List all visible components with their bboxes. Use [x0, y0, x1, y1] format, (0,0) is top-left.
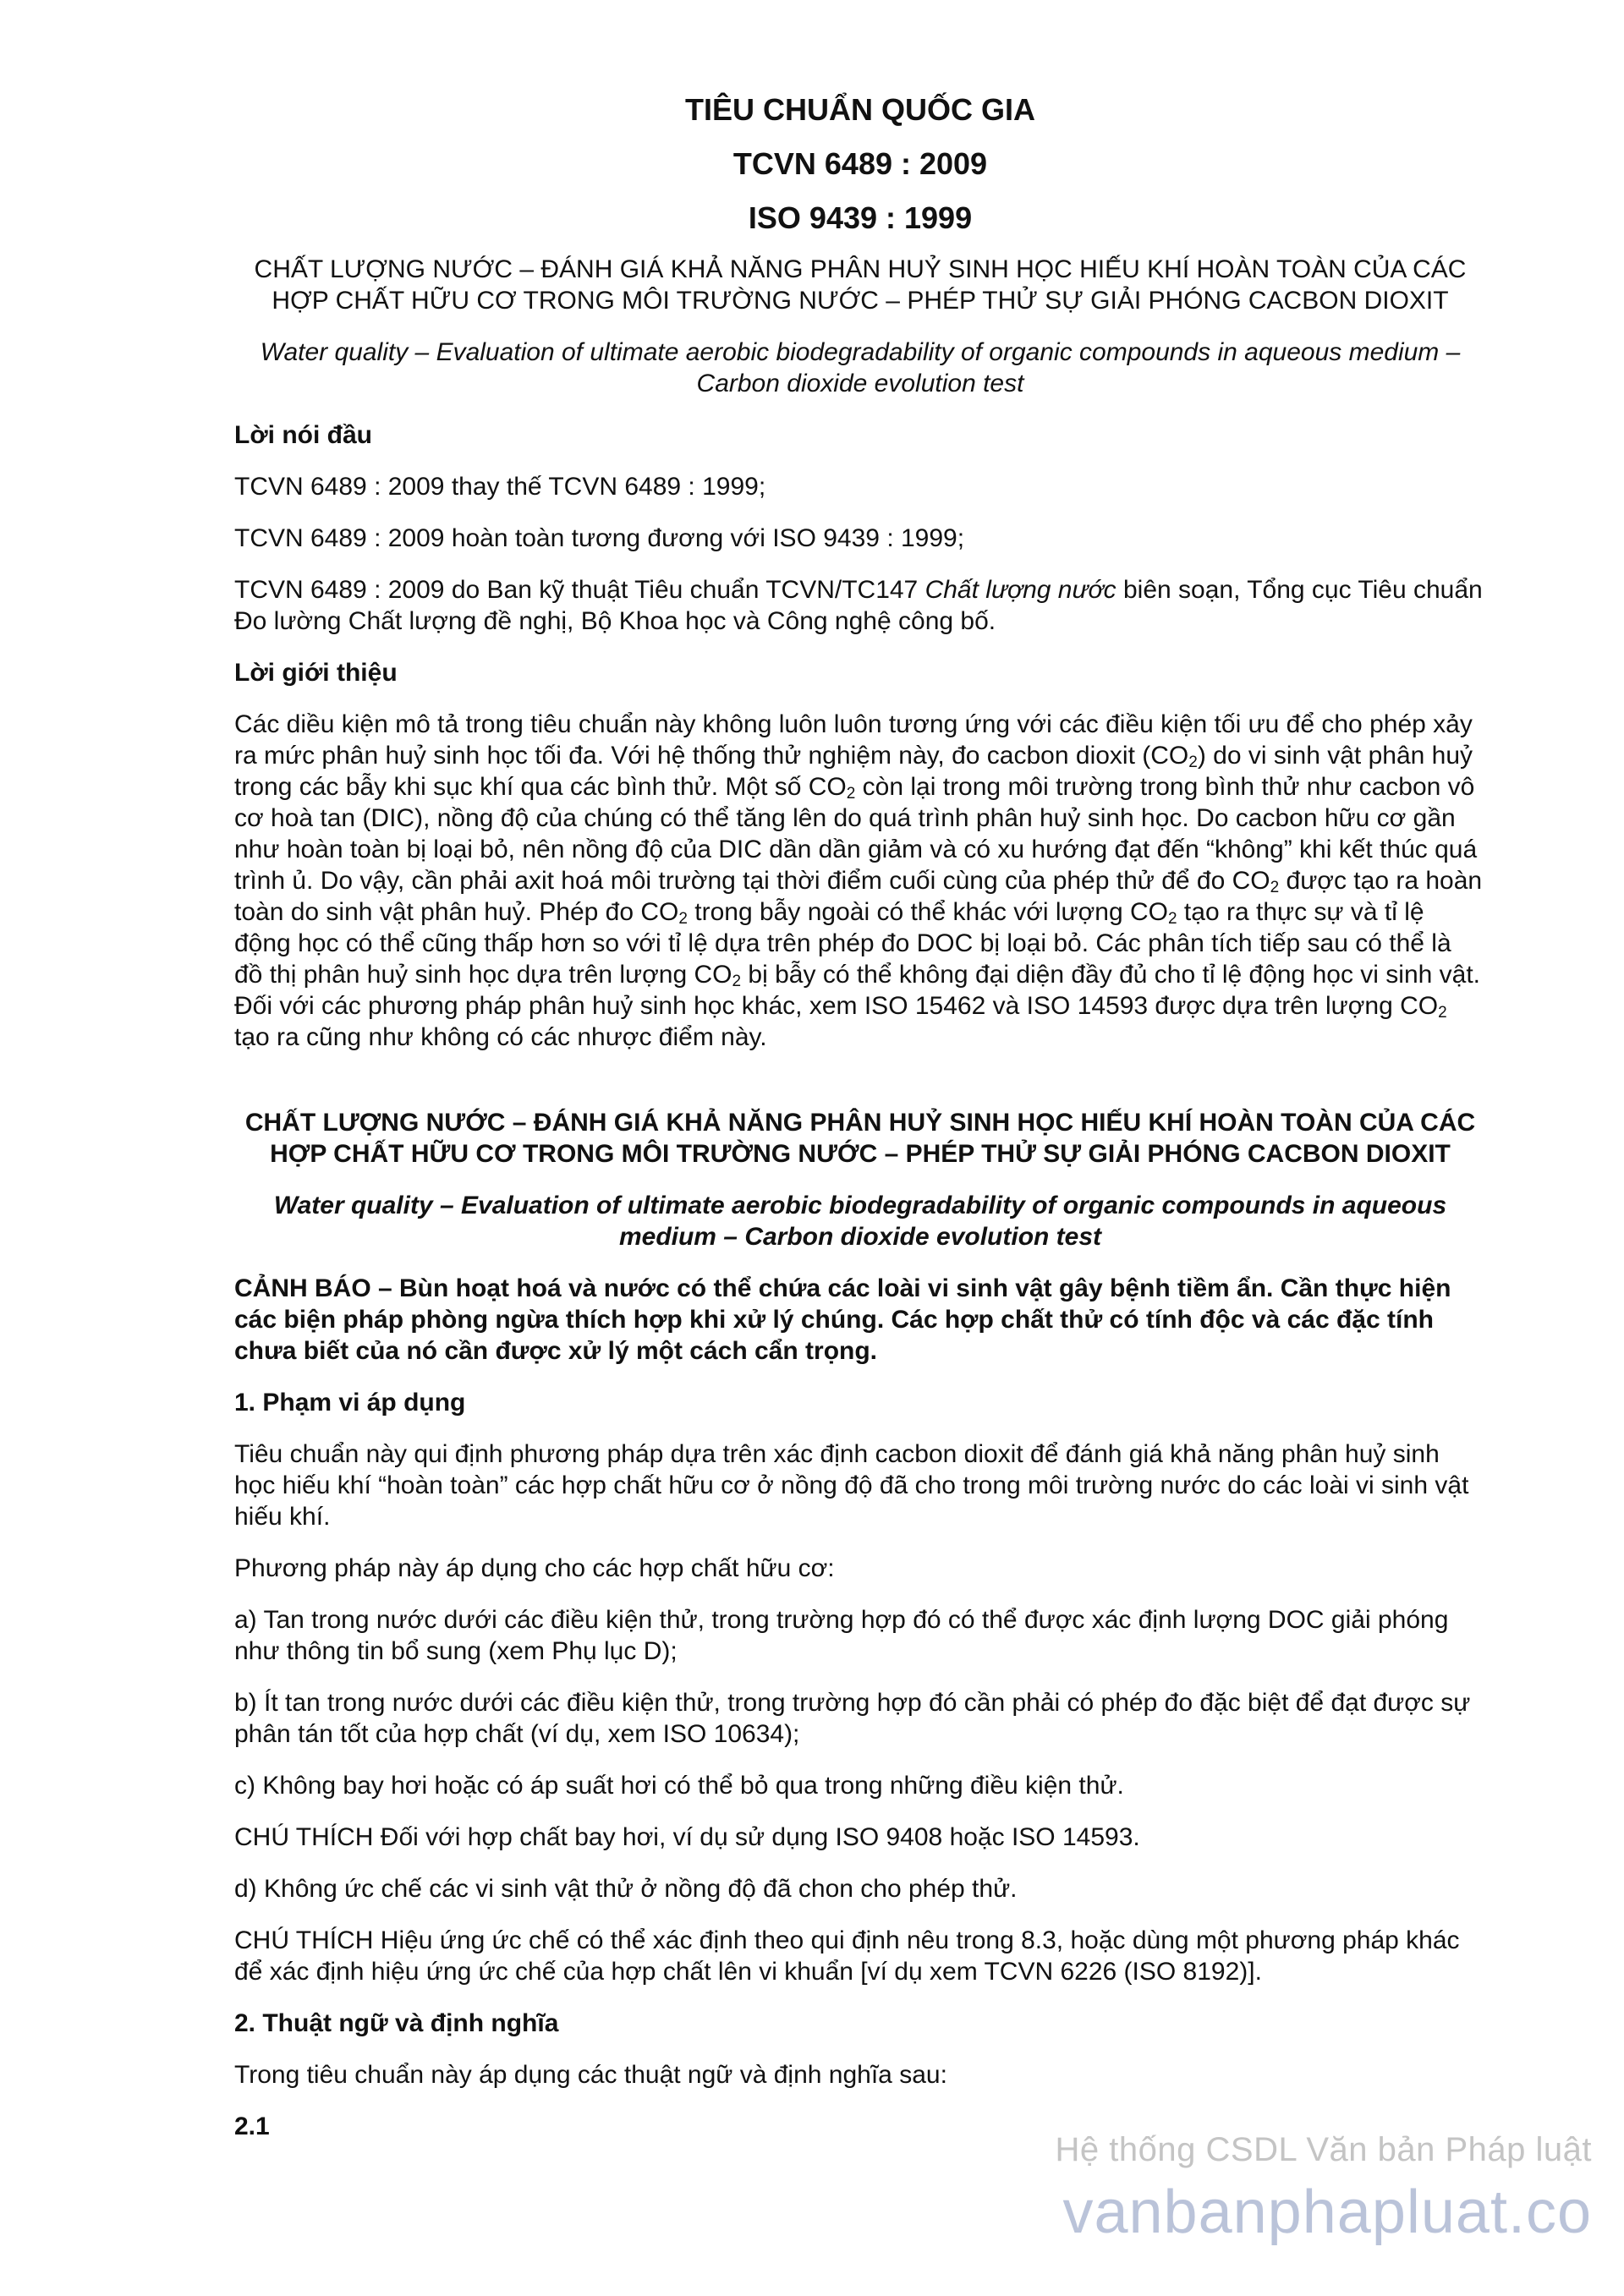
intro-paragraph: [234, 709, 1486, 1053]
main-title-vietnamese: CHẤT LƯỢNG NƯỚC – ĐÁNH GIÁ KHẢ NĂNG PHÂN HUỶ SINH HỌC HIẾU KHÍ HOÀN TOÀN CỦA CÁC HỢP CHẤT HỮU CƠ TRONG MÔI TRƯỜNG NƯỚC – PHÉP THỬ SỰ GIẢI PHÓNG CACBON DIOXIT: [244, 1109, 1476, 1168]
foreword-p2: TCVN 6489 : 2009 hoàn toàn tương đương với ISO 9439 : 1999;: [234, 524, 965, 552]
intro-heading: Lời giới thiệu: [234, 659, 398, 687]
terms-heading: 2. Thuật ngữ và định nghĩa: [234, 2009, 559, 2037]
terms-p1: Trong tiêu chuẩn này áp dụng các thuật ngữ và định nghĩa sau:: [234, 2061, 947, 2089]
intro-seg-5: trong bẫy ngoài có thể khác với lượng: [687, 898, 1131, 926]
main-title-english: Water quality – Evaluation of ultimate aerobic biodegradability of organic compounds in aqueous medium – Carbon dioxide evolution test: [273, 1192, 1447, 1251]
co2-formula: $CO_2$: [1150, 742, 1198, 771]
title-vietnamese: CHẤT LƯỢNG NƯỚC – ĐÁNH GIÁ KHẢ NĂNG PHÂN HUỶ SINH HỌC HIẾU KHÍ HOÀN TOÀN CỦA CÁC HỢP CHẤT HỮU CƠ TRONG MÔI TRƯỜNG NƯỚC – PHÉP THỬ SỰ GIẢI PHÓNG CACBON DIOXIT: [254, 255, 1467, 315]
term-2-1-number: 2.1: [234, 2112, 270, 2140]
iso-number-heading: ISO 9439 : 1999: [748, 200, 973, 235]
scope-p1: Tiêu chuẩn này qui định phương pháp dựa trên xác định cacbon dioxit để đánh giá khả năng phân huỷ sinh học hiếu khí “hoàn toàn” các hợp chất hữu cơ ở nồng độ đã cho trong môi trường nước do các loài vi sinh vật hiếu khí.: [234, 1440, 1469, 1531]
intro-seg-4: được tạo ra hoàn toàn do sinh vật phân huỷ. Phép đo: [234, 867, 1483, 926]
co2-formula: $CO_2$: [1232, 867, 1280, 896]
foreword-p1: TCVN 6489 : 2009 thay thế TCVN 6489 : 1999;: [234, 473, 766, 501]
scope-p2: Phương pháp này áp dụng cho các hợp chất hữu cơ:: [234, 1554, 835, 1582]
scope-item-b: b) Ít tan trong nước dưới các điều kiện thử, trong trường hợp đó cần phải có phép đo đặc biệt để đạt được sự phân tán tốt của hợp chất (ví dụ, xem ISO 10634);: [234, 1689, 1471, 1748]
co2-formula: $CO_2$: [1400, 992, 1447, 1022]
co2-formula: $CO_2$: [694, 961, 742, 990]
watermark-caption: Hệ thống CSDL Văn bản Pháp luật: [1055, 2131, 1592, 2168]
intro-seg-8: tạo ra cũng như không có các nhược điểm này.: [234, 1023, 767, 1051]
scope-item-d: d) Không ức chế các vi sinh vật thử ở nồng độ đã chon cho phép thử.: [234, 1875, 1018, 1903]
foreword-p3-italic: Chất lượng nước: [924, 576, 1116, 604]
scope-note-1: CHÚ THÍCH Đối với hợp chất bay hơi, ví dụ sử dụng ISO 9408 hoặc ISO 14593.: [234, 1823, 1140, 1851]
tcvn-number-heading: TCVN 6489 : 2009: [732, 146, 988, 181]
intro-seg-7: bị bẫy có thể không đại diện đầy đủ cho tỉ lệ động học vi sinh vật. Đối với các phương pháp phân huỷ sinh học khác, xem ISO 15462 và ISO 14593 được dựa trên lượng: [234, 961, 1481, 1020]
foreword-p3-part-a: TCVN 6489 : 2009 do Ban kỹ thuật Tiêu chuẩn TCVN/TC147: [234, 576, 925, 604]
intro-seg-3: còn lại trong môi trường trong bình thử như cacbon vô cơ hoà tan (DIC), nồng độ của chúng có thể tăng lên do quá trình phân huỷ sinh học. Do cacbon hữu cơ gần như hoàn toàn bị loại bỏ, nên nồng độ của DIC dần dần giảm và có xu hướng đạt đến “không” khi kết thúc quá trình ủ. Do vậy, cần phải axit hoá môi trường tại thời điểm cuối cùng của phép thử để đo: [234, 773, 1478, 895]
warning-paragraph: CẢNH BÁO – Bùn hoạt hoá và nước có thể chứa các loài vi sinh vật gây bệnh tiềm ẩn. Cần thực hiện các biện pháp phòng ngừa thích hợp khi xử lý chúng. Các hợp chất thử có tính độc và các đặc tính chưa biết của nó cần được xử lý một cách cẩn trọng.: [234, 1274, 1451, 1365]
foreword-p3-part-b: biên soạn, Tổng cục Tiêu chuẩn Đo lường Chất lượng đề nghị, Bộ Khoa học và Công nghệ công bố.: [234, 576, 1483, 635]
scope-note-2: CHÚ THÍCH Hiệu ứng ức chế có thể xác định theo qui định nêu trong 8.3, hoặc dùng một phương pháp khác để xác định hiệu ứng ức chế của hợp chất lên vi khuẩn [ví dụ xem TCVN 6226 (ISO 8192)].: [234, 1926, 1460, 1986]
watermark-site-logo: vanbanphapluat.co: [1062, 2178, 1592, 2246]
foreword-heading: Lời nói đầu: [234, 421, 372, 449]
co2-formula: $CO_2$: [1130, 898, 1177, 928]
scope-item-a: a) Tan trong nước dưới các điều kiện thử, trong trường hợp đó có thể được xác định lượng DOC giải phóng như thông tin bổ sung (xem Phụ lục D);: [234, 1606, 1449, 1665]
title-english: Water quality – Evaluation of ultimate aerobic biodegradability of organic compounds in aqueous medium – Carbon dioxide evolution test: [260, 338, 1461, 397]
scope-heading: 1. Phạm vi áp dụng: [234, 1389, 466, 1417]
scope-item-c: c) Không bay hơi hoặc có áp suất hơi có thể bỏ qua trong những điều kiện thử.: [234, 1772, 1124, 1800]
foreword-p3: [234, 574, 1486, 637]
co2-formula: $CO_2$: [808, 773, 856, 803]
intro-seg-2: ) do vi sinh vật phân huỷ trong các bẫy khi sục khí qua các bình thử. Một số: [234, 742, 1473, 801]
standard-type-heading: TIÊU CHUẨN QUỐC GIA: [685, 92, 1035, 127]
intro-seg-1: Các diều kiện mô tả trong tiêu chuẩn này không luôn luôn tương ứng với các điều kiện tối ưu để cho phép xảy ra mức phân huỷ sinh học tối đa. Với hệ thống thử nghiệm này, đo cacbon dioxit (: [234, 710, 1473, 770]
co2-formula: $CO_2$: [640, 898, 688, 928]
intro-seg-6: tạo ra thực sự và tỉ lệ động học có thể cũng thấp hơn so với tỉ lệ dựa trên phép đo DOC bị loại bỏ. Các phân tích tiếp sau có thể là đồ thị phân huỷ sinh học dựa trên lượng: [234, 898, 1451, 989]
document-page: [234, 91, 1486, 2142]
